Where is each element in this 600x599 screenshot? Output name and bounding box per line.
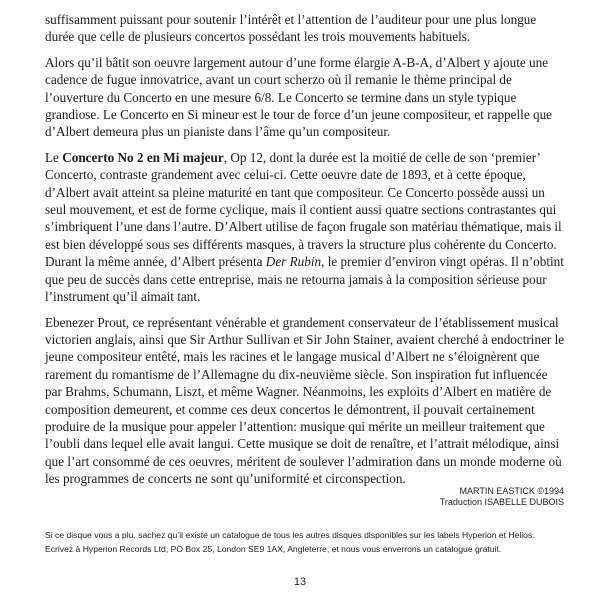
paragraph-text: , Op 12, dont la durée est la moitié de celle de son ‘premier’ Concerto, contraste grandement avec celui-ci. Cette oeuvre date de 1893, et à cette époque, d’Albert avait atteint sa pleine maturité en tant que compositeur. Ce Concerto possède aussi un seul mouvement, et est de forme cyclique, mais il contient aussi quatre sections contrastantes qui s’imbriquent l’une dans l’autre. D’Albert utilise de façon frugale son matériau thématique, mais il est bien développé sous ses différents masques, à travers la structure plus cohérente du Concerto. Durant la même année, d’Albert présenta (45, 149, 562, 270)
paragraph-lead: Le (45, 149, 63, 165)
article-body (45, 11, 567, 496)
catalogue-note (45, 528, 575, 556)
translator-credit: Traduction ISABELLE DUBOIS (439, 497, 564, 507)
catalogue-note-line: Si ce disque vous a plu, sachez qu’il existe un catalogue de tous les autres disques disponibles sur les labels Hyperion et Helios. (45, 530, 535, 540)
author-credit (440, 486, 564, 508)
paragraph: Ebenezer Prout, ce représentant vénérable et grandement conservateur de l’établissement musical victorien anglais, ainsi que Sir Arthur Sullivan et Sir John Stainer, avaient cherché à endoctriner le jeune compositeur entêté, mais les racines et le langage musical d’Albert ne s’éloignèrent que rarement du romantisme de l’Allemagne du dix-neuvième siècle. Son inspiration fut influencée par Brahms, Schumann, Liszt, et même Wagner. Néanmoins, les exploits d’Albert en matière de composition demeurent, et comme ces deux concertos le démontrent, il pouvait certainement produire de la musique pour appeler l’attention: musique qui mérite un meilleur traitement que l’oubli dans lequel elle avait langui. Cette musique se doit de renaître, et l’attrait mélodique, ainsi que l’art consommé de ces oeuvres, méritent de soulever l’admiration dans un monde moderne où les programmes de concerts ne sont qu’uniformité et circonspection. (45, 314, 565, 487)
author-name: MARTIN EASTICK ©1994 (459, 486, 564, 496)
paragraph: suffisamment puissant pour soutenir l’intérêt et l’attention de l’auditeur pour une plus longue durée que celle de plusieurs concertos possédant les trois mouvements habituels. (45, 12, 537, 45)
paragraph (45, 149, 567, 306)
paragraph-text: , le premier d’environ vingt opéras. Il n’obtint que peu de succès dans cette entreprise, mais ne retourna jamais à la composition sérieuse pour l’instrument qu’il aimait tant. (45, 254, 564, 305)
opera-title: Der Rubin (265, 254, 322, 270)
page-number: 13 (293, 576, 307, 588)
paragraph: Alors qu’il bâtit son oeuvre largement autour d’une forme élargie A-B-A, d’Albert y ajoute une cadence de fugue innovatrice, avant un court scherzo où il remanie le thème principal de l’ouverture du Concerto en une mesure 6/8. Le Concerto se termine dans un style typique grandiose. Le Concerto en Si mineur est le tour de force d’un jeune compositeur, et rappelle que d’Albert demeura plus un pianiste dans l’âme qu’un compositeur. (45, 54, 553, 140)
catalogue-note-line: Ecrivez à Hyperion Records Ltd, PO Box 25, London SE9 1AX, Angleterre, et nous vous enverrons un catalogue gratuit. (45, 544, 502, 554)
work-title: Concerto No 2 en Mi majeur (62, 149, 224, 165)
